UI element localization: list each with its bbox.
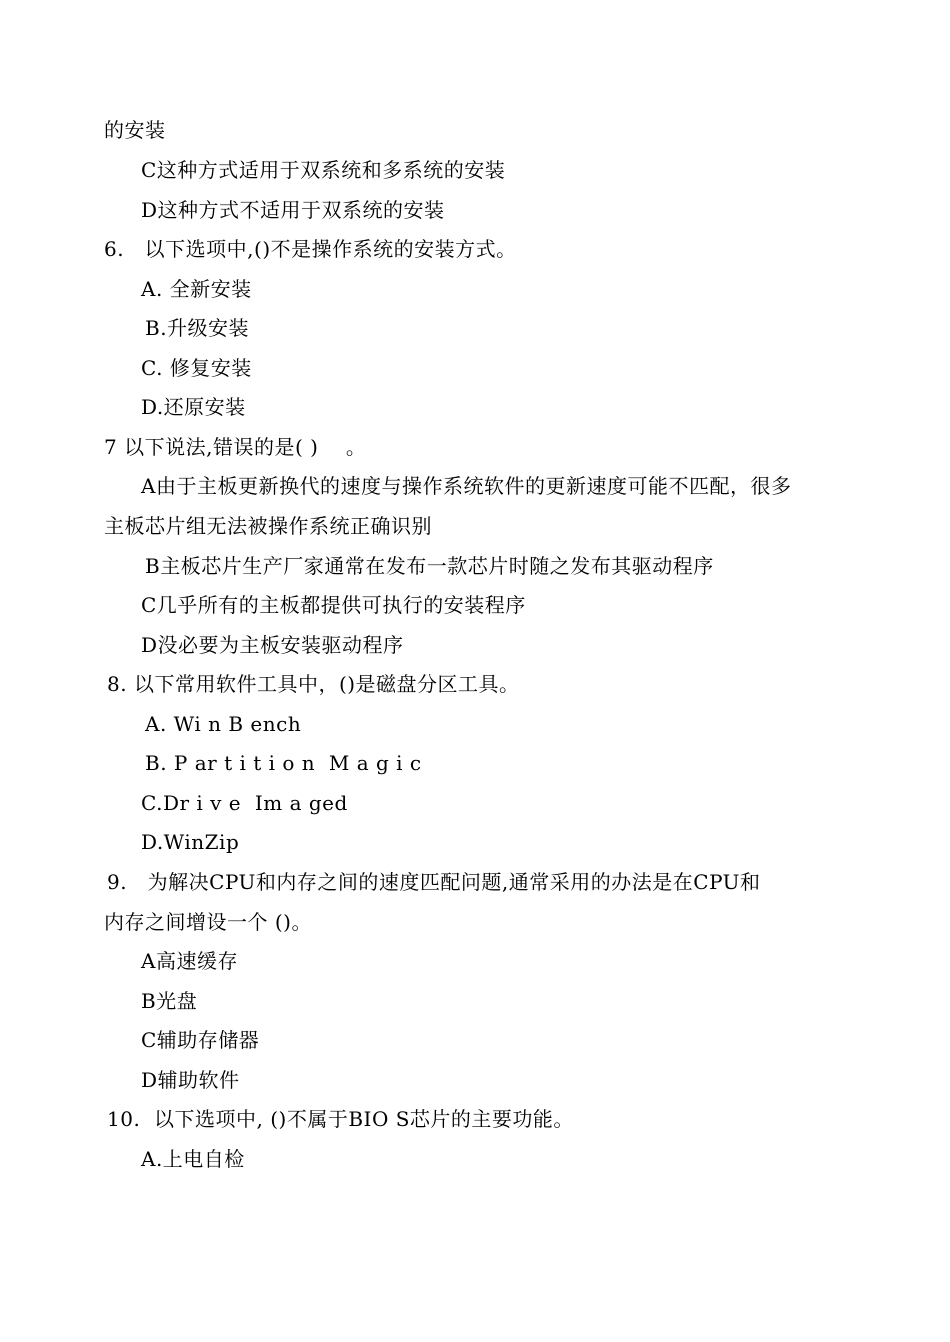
option-b: B.升级安装 xyxy=(145,316,250,340)
option-a: A由于主板更新换代的速度与操作系统软件的更新速度可能不匹配，很多 xyxy=(141,474,792,498)
option-d: D没必要为主板安装驱动程序 xyxy=(141,633,404,657)
question-8: 8. 以下常用软件工具中，()是磁盘分区工具。 xyxy=(107,672,520,696)
question-6: 6. 以下选项中,()不是操作系统的安装方式。 xyxy=(104,237,517,261)
question-7: 7 以下说法,错误的是( ) 。 xyxy=(104,435,367,459)
option-c: C.Dr i v e Im a ged xyxy=(141,791,348,815)
option-d: D.还原安装 xyxy=(141,395,246,419)
option-b: B主板芯片生产厂家通常在发布一款芯片时随之发布其驱动程序 xyxy=(145,554,714,578)
option-d: D辅助软件 xyxy=(141,1068,240,1092)
option-c: C这种方式适用于双系统和多系统的安装 xyxy=(141,158,506,182)
text-line: 的安装 xyxy=(104,118,166,142)
option-a: A高速缓存 xyxy=(141,949,238,973)
option-d: D这种方式不适用于双系统的安装 xyxy=(141,198,445,222)
option-b: B光盘 xyxy=(141,989,198,1013)
text-line: 主板芯片组无法被操作系统正确识别 xyxy=(104,514,432,538)
option-a: A. 全新安装 xyxy=(141,277,252,301)
question-10: 10. 以下选项中, ()不属于BIO S芯片的主要功能。 xyxy=(107,1107,574,1131)
option-c: C几乎所有的主板都提供可执行的安装程序 xyxy=(141,593,526,617)
option-c: C辅助存储器 xyxy=(141,1028,260,1052)
option-b: B. P ar t i t i o n M a g i c xyxy=(145,751,422,775)
option-c: C. 修复安装 xyxy=(141,356,252,380)
text-line: 内存之间增设一个 ()。 xyxy=(104,910,312,934)
option-d: D.WinZip xyxy=(141,830,240,854)
question-9: 9. 为解决CPU和内存之间的速度匹配问题,通常采用的办法是在CPU和 xyxy=(107,870,761,894)
option-a: A.上电自检 xyxy=(141,1147,245,1171)
option-a: A. Wi n B ench xyxy=(145,712,302,736)
